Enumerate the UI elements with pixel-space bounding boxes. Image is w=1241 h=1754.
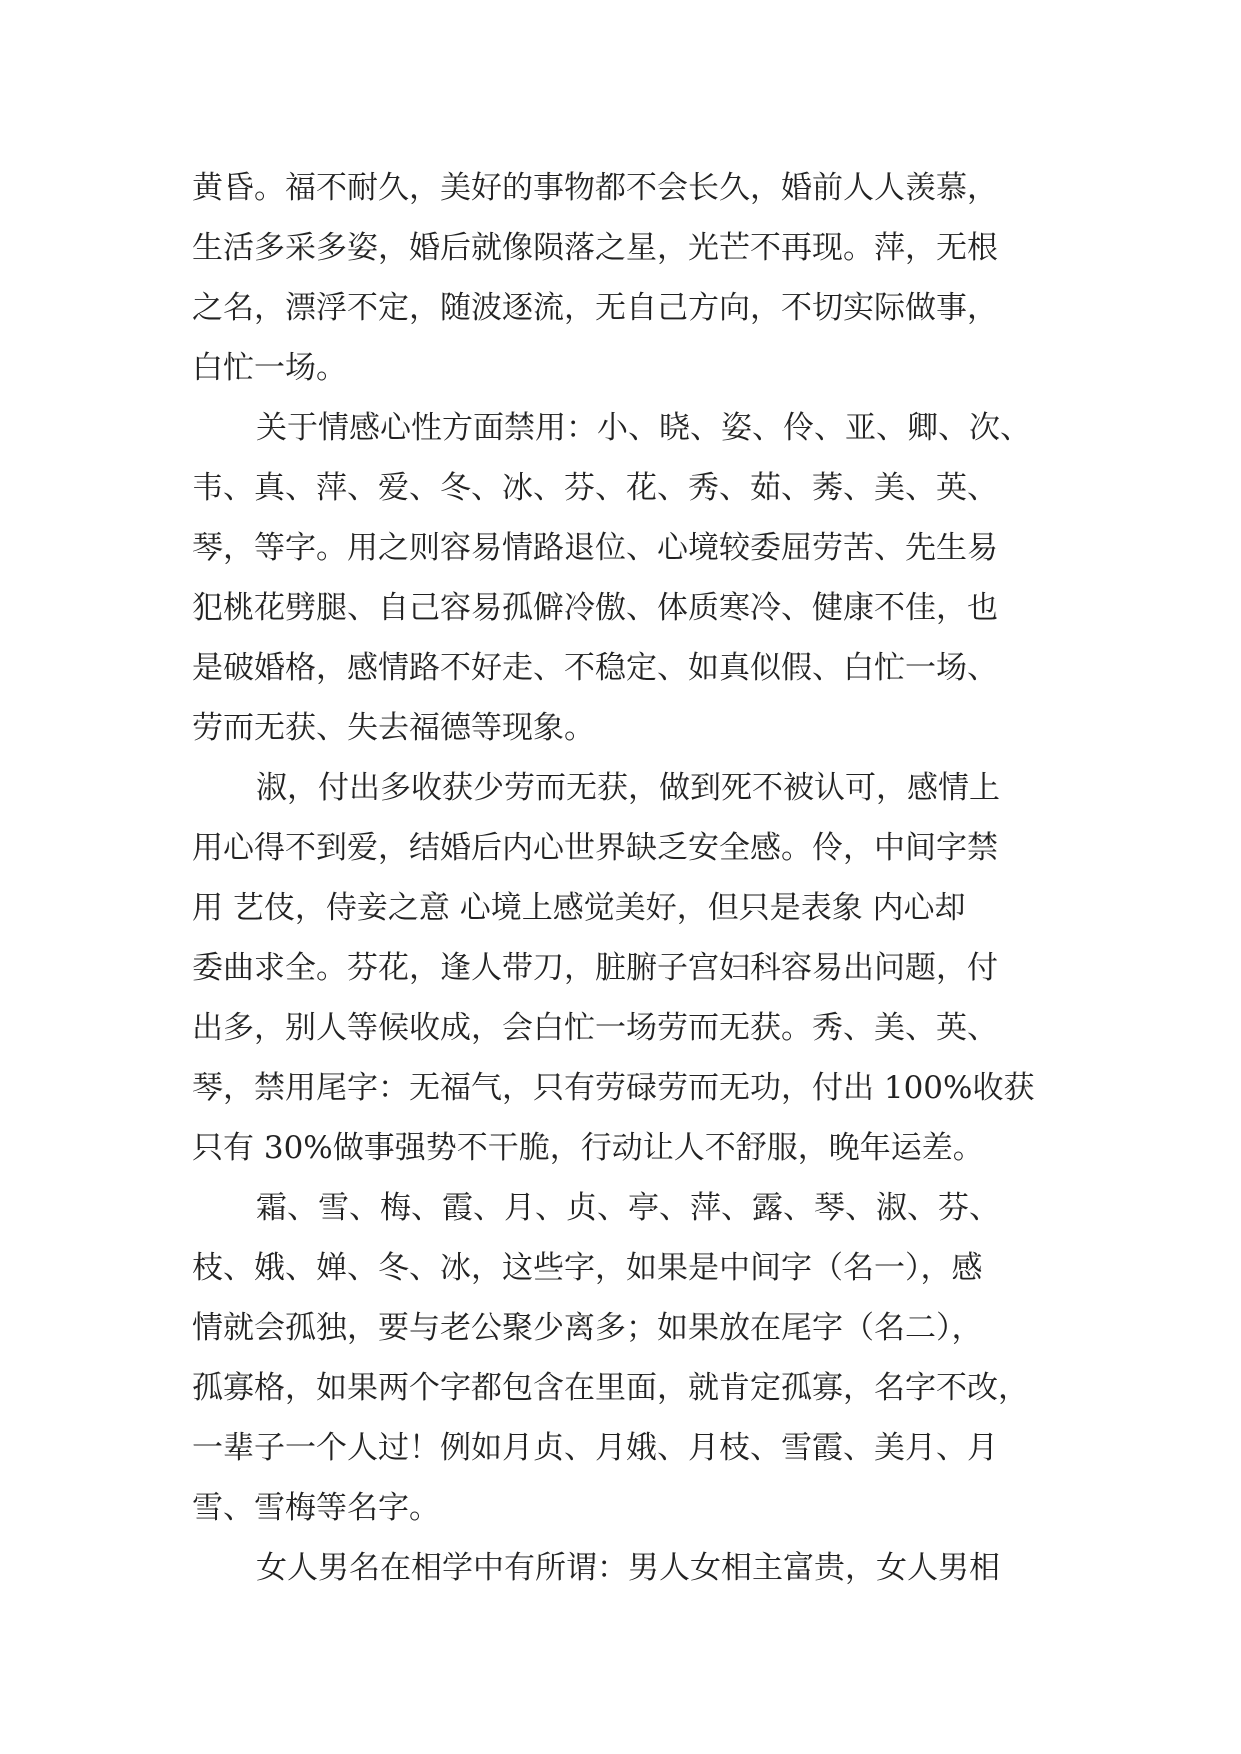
text-line: 委曲求全。芬花，逢人带刀，脏腑子宫妇科容易出问题，付 xyxy=(192,950,998,986)
text-line: 用 艺伎，侍妾之意 心境上感觉美好，但只是表象 内心却 xyxy=(192,890,966,926)
text-line: 关于情感心性方面禁用：小、晓、姿、伶、亚、卿、次、 xyxy=(256,410,1031,446)
text-line: 霜、雪、梅、霞、月、贞、亭、萍、露、琴、淑、芬、 xyxy=(256,1190,1000,1226)
paragraph-4 xyxy=(192,1178,1060,1538)
text-line: 琴，等字。用之则容易情路退位、心境较委屈劳苦、先生易 xyxy=(192,530,998,566)
text-line: 用心得不到爱，结婚后内心世界缺乏安全感。伶，中间字禁 xyxy=(192,830,998,866)
text-line: 黄昏。福不耐久，美好的事物都不会长久，婚前人人羡慕， xyxy=(192,170,998,206)
text-line: 出多，别人等候收成，会白忙一场劳而无获。秀、美、英、 xyxy=(192,1010,998,1046)
text-line: 雪、雪梅等名字。 xyxy=(192,1490,440,1526)
text-line: 之名，漂浮不定，随波逐流，无自己方向，不切实际做事， xyxy=(192,290,998,326)
text-line: 琴，禁用尾字：无福气，只有劳碌劳而无功，付出 100%收获 xyxy=(192,1070,1035,1106)
paragraph-3 xyxy=(192,758,1060,1178)
text-line: 是破婚格，感情路不好走、不稳定、如真似假、白忙一场、 xyxy=(192,650,998,686)
text-line: 白忙一场。 xyxy=(192,350,347,386)
text-line: 生活多采多姿，婚后就像陨落之星，光芒不再现。萍，无根 xyxy=(192,230,998,266)
text-line: 女人男名在相学中有所谓：男人女相主富贵，女人男相 xyxy=(256,1550,1000,1586)
text-line: 劳而无获、失去福德等现象。 xyxy=(192,710,595,746)
text-line: 犯桃花劈腿、自己容易孤僻冷傲、体质寒冷、健康不佳，也 xyxy=(192,590,998,626)
text-line: 韦、真、萍、爱、冬、冰、芬、花、秀、茹、莠、美、英、 xyxy=(192,470,998,506)
text-line: 淑，付出多收获少劳而无获，做到死不被认可，感情上 xyxy=(256,770,1000,806)
paragraph-5 xyxy=(192,1538,1060,1598)
text-line: 只有 30%做事强势不干脆，行动让人不舒服，晚年运差。 xyxy=(192,1130,984,1166)
text-line: 枝、娥、婵、冬、冰，这些字，如果是中间字（名一），感 xyxy=(192,1250,983,1286)
text-line: 孤寡格，如果两个字都包含在里面，就肯定孤寡，名字不改， xyxy=(192,1370,1029,1406)
paragraph-1 xyxy=(192,158,1060,398)
paragraph-2 xyxy=(192,398,1060,758)
text-line: 一辈子一个人过！例如月贞、月娥、月枝、雪霞、美月、月 xyxy=(192,1430,998,1466)
text-line: 情就会孤独，要与老公聚少离多；如果放在尾字（名二）， xyxy=(192,1310,983,1346)
document-body xyxy=(192,158,1060,1598)
